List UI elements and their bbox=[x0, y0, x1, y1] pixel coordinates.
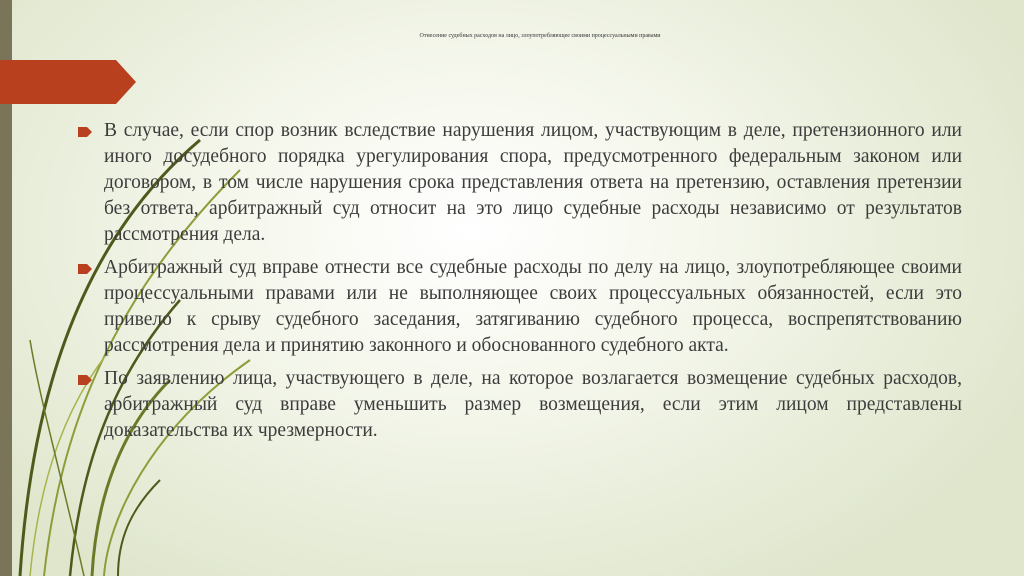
bullet-text-1: В случае, если спор возник вследствие нарушения лицом, участвующим в деле, претензионного или иного досудебного порядка урегулирования спора, предусмотренного федеральным законом или договором, в том числе нарушения срока представления ответа на претензию, оставления претензии без ответа, арбитражный суд относит на это лицо судебные расходы независимо от результатов рассмотрения дела. bbox=[104, 120, 962, 245]
bullet-item-2 bbox=[78, 255, 962, 359]
bullet-item-3 bbox=[78, 366, 962, 444]
bullet-text-2: Арбитражный суд вправе отнести все судебные расходы по делу на лицо, злоупотребляющее своими процессуальными правами или не выполняющее своих процессуальных обязанностей, если это привело к срыву судебного заседания, затягиванию судебного процесса, воспрепятствованию рассмотрения дела и принятию законного и обоснованного судебного акта. bbox=[104, 257, 962, 356]
bullet-list bbox=[78, 118, 962, 451]
arrow-bullet-icon bbox=[78, 127, 92, 137]
slide-title: Отнесение судебных расходов на лицо, злоупотребляющее своими процессуальными правами bbox=[419, 33, 661, 39]
arrow-bullet-icon bbox=[78, 264, 92, 274]
arrow-bullet-icon bbox=[78, 375, 92, 385]
bullet-item-1 bbox=[78, 118, 962, 248]
title-accent-banner bbox=[0, 60, 136, 104]
bullet-text-3: По заявлению лица, участвующего в деле, на которое возлагается возмещение судебных расходов, арбитражный суд вправе уменьшить размер возмещения, если этим лицом представлены доказательства их чрезмерности. bbox=[104, 368, 962, 441]
